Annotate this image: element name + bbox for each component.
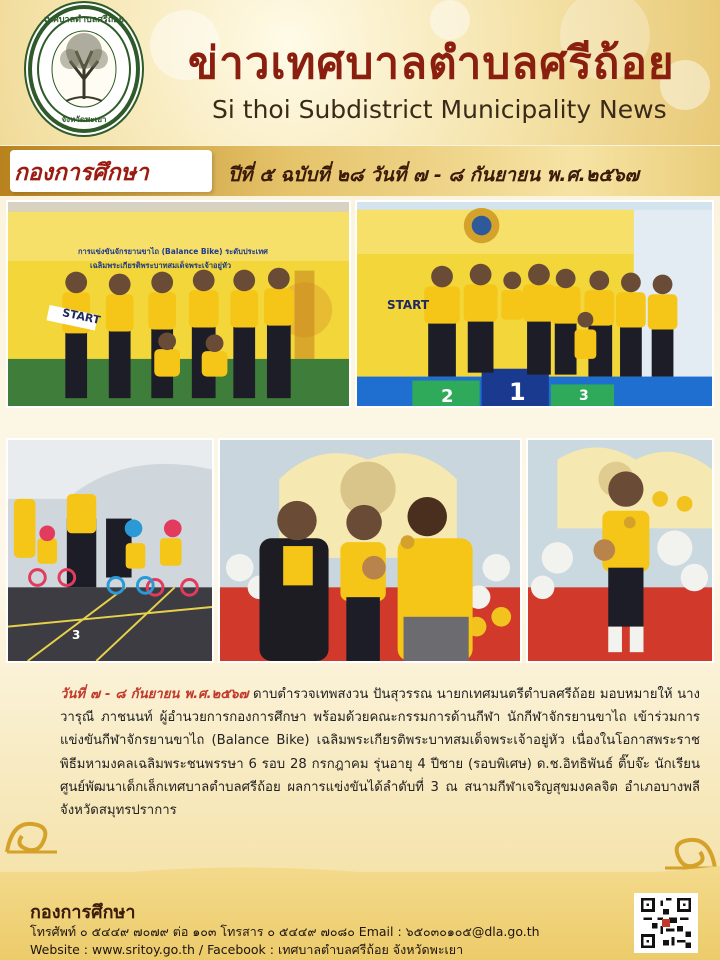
footer-contact: โทรศัพท์ ๐ ๕๔๔๙ ๗๐๗๙ ต่อ ๑๐๓ โทรสาร ๐ ๕๔๔๙ ๗๐๘๐ Email : ๖๕๐๓๐๑๐๕@dla.go.th <box>30 924 540 939</box>
photo-race-start <box>6 438 214 663</box>
photo-family-portrait <box>218 438 522 663</box>
start-sign: START <box>61 306 102 327</box>
footer-website: Website : www.sritoy.go.th / Facebook : เทศบาลตำบลศรีถ้อย จังหวัดพะเยา <box>30 942 464 957</box>
podium-first: 1 <box>509 378 526 406</box>
podium-third: 3 <box>579 388 589 404</box>
article-text: ดาบตำรวจเทพสงวน ปันสุวรรณ นายกเทศมนตรีตำบลศรีถ้อย มอบหมายให้ นางวารุณี ภาชนนท์ ผู้อำนวยการกองการศึกษา พร้อมด้วยคณะกรรมการด้านกีฬา นักกีฬาจักรยานขาไถ เข้าร่วมการแข่งขันกีฬาจักรยานขาไถ (Balance Bike) เฉลิมพระเกียรติพระบาทสมเด็จพระเจ้าอยู่หัว เนื่องในโอกาสพระราชพิธีมหามงคลเฉลิมพระชนพรรษา 6 รอบ 28 กรกฎาคม รุ่นอายุ 4 ปีชาย (รอบพิเศษ) ด.ช.อิทธิพันธ์ ติ๊บจ๊ะ นักเรียนศูนย์พัฒนาเด็กเล็กเทศบาลตำบลศรีถ้อย ผลการแข่งขันได้ลำดับที่ 3 ณ สนามกีฬาเจริญสุขมงคลจิต อำเภอบางพลี จังหวัดสมุทรปราการ <box>60 687 700 819</box>
municipality-seal <box>28 5 140 133</box>
thai-ornament-icon <box>2 812 62 862</box>
seal-text-bottom: จังหวัดพะเยา <box>61 115 107 124</box>
lane-number: 3 <box>72 628 81 642</box>
seal-tree-icon <box>32 9 136 129</box>
qr-code[interactable] <box>634 893 698 953</box>
issue-info: ปีที่ ๕ ฉบับที่ ๒๘ วันที่ ๗ - ๘ กันยายน พ.ศ.๒๕๖๗ <box>228 164 639 186</box>
banner-subtitle: เฉลิมพระเกียรติพระบาทสมเด็จพระเจ้าอยู่หัว <box>90 261 232 270</box>
article-body <box>60 683 700 822</box>
article-date: วันที่ ๗ - ๘ กันยายน พ.ศ.๒๕๖๗ <box>60 687 249 702</box>
banner-title: การแข่งขันจักรยานขาไถ (Balance Bike) ระดับประเทศ <box>78 247 268 256</box>
qr-code-icon <box>636 895 696 951</box>
start-sign: START <box>387 298 430 312</box>
photo-podium <box>355 200 714 408</box>
newsletter-title-english: Si thoi Subdistrict Municipality News <box>212 95 667 124</box>
footer-department: กองการศึกษา <box>30 902 136 923</box>
photo-group-banner <box>6 200 351 408</box>
seal-text-top: เทศบาลตำบลศรีถ้อย <box>44 15 124 25</box>
podium-second: 2 <box>441 386 454 407</box>
department-label: กองการศึกษา <box>14 160 149 186</box>
newsletter-title-thai: ข่าวเทศบาลตำบลศรีถ้อย <box>188 38 675 89</box>
photo-child-medal <box>526 438 714 663</box>
